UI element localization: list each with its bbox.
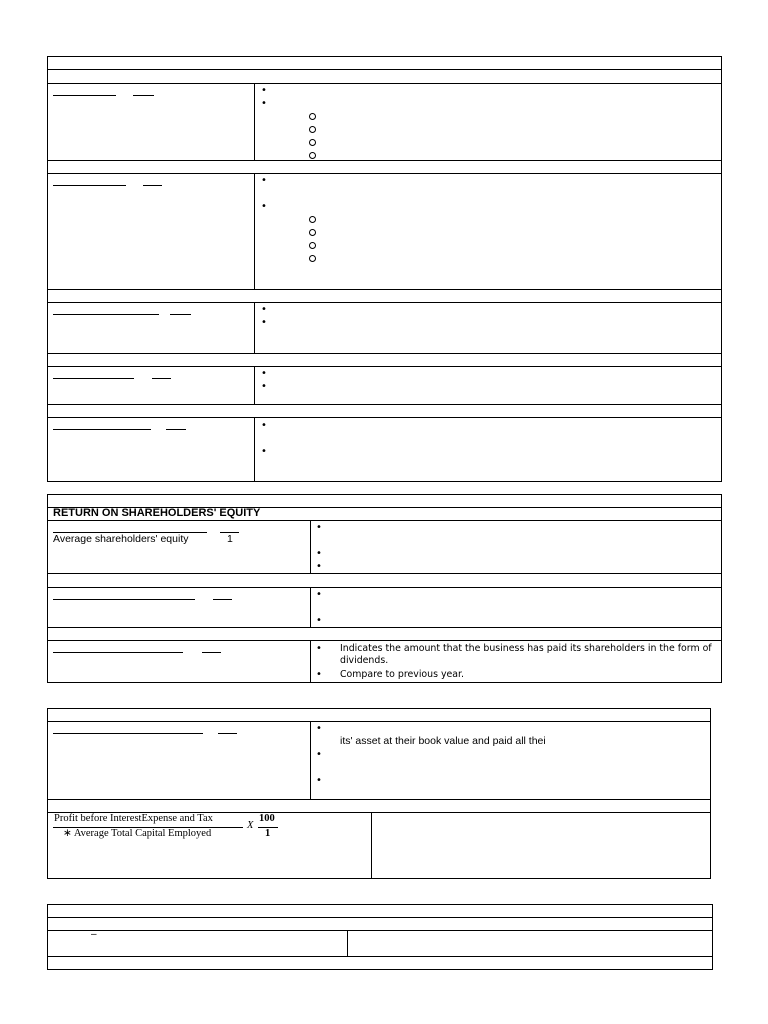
bullet-icon: • <box>261 98 267 109</box>
sub-bullet-icon <box>309 139 316 146</box>
bullet-icon: • <box>316 643 322 654</box>
section-title: RETURN ON SHAREHOLDERS' EQUITY <box>53 507 261 519</box>
formula-line <box>133 95 154 96</box>
bullet-icon: • <box>261 85 267 96</box>
row-divider <box>47 721 711 722</box>
sub-bullet-icon <box>309 126 316 133</box>
formula-line <box>53 378 134 379</box>
formula-line <box>202 652 221 653</box>
row-divider <box>47 83 722 84</box>
column-divider <box>347 930 348 956</box>
column-divider <box>310 721 311 799</box>
roce-times-symbol: X <box>247 820 254 831</box>
sub-bullet-icon <box>309 216 316 223</box>
ratio-table-4 <box>47 904 713 970</box>
sub-bullet-icon <box>309 229 316 236</box>
column-divider <box>254 302 255 353</box>
bullet-icon: • <box>316 615 322 626</box>
formula-line <box>53 314 159 315</box>
row-divider <box>47 404 722 405</box>
formula-line <box>152 378 171 379</box>
row-divider <box>47 160 722 161</box>
column-divider <box>310 520 311 573</box>
row-divider <box>47 956 713 957</box>
formula-line <box>166 429 186 430</box>
row-divider <box>47 520 722 521</box>
formula-line <box>170 314 191 315</box>
sub-bullet-icon <box>309 113 316 120</box>
row-divider <box>47 917 713 918</box>
dividend-bullet-text: Indicates the amount that the business has paid its shareholders in the form of <box>340 643 712 654</box>
bullet-icon: • <box>261 368 267 379</box>
column-divider <box>254 173 255 289</box>
bullet-icon: • <box>261 304 267 315</box>
row-divider <box>47 640 722 641</box>
dividend-bullet-text: dividends. <box>340 655 389 666</box>
bullet-icon: • <box>316 548 322 559</box>
roce-multiplier-numerator: 100 <box>259 813 275 824</box>
row-divider <box>47 573 722 574</box>
net-asset-fragment: its' asset at their book value and paid all thei <box>340 735 546 747</box>
formula-multiplier-denominator: 1 <box>227 533 233 545</box>
roce-numerator: Profit before InterestExpense and Tax <box>54 813 213 824</box>
sub-bullet-icon <box>309 242 316 249</box>
row-divider <box>47 69 722 70</box>
bullet-icon: • <box>261 446 267 457</box>
column-divider <box>310 587 311 627</box>
row-divider <box>47 930 713 931</box>
bullet-icon: • <box>316 775 322 786</box>
row-divider <box>47 627 722 628</box>
compare-bullet-text: Compare to previous year. <box>340 669 464 680</box>
column-divider <box>310 640 311 683</box>
column-divider <box>371 812 372 879</box>
row-divider <box>47 587 722 588</box>
bullet-icon: • <box>261 317 267 328</box>
bullet-icon: • <box>316 589 322 600</box>
ratio-table-1 <box>47 56 722 482</box>
formula-line <box>143 185 162 186</box>
roce-denominator: ∗ Average Total Capital Employed <box>63 828 212 839</box>
column-divider <box>254 417 255 482</box>
formula-line <box>53 185 126 186</box>
formula-line <box>53 733 203 734</box>
row-divider <box>47 289 722 290</box>
bullet-icon: • <box>261 201 267 212</box>
row-divider <box>47 799 711 800</box>
bullet-icon: • <box>316 669 322 680</box>
bullet-icon: • <box>316 561 322 572</box>
bullet-icon: • <box>261 420 267 431</box>
bullet-icon: • <box>316 723 322 734</box>
sub-bullet-icon <box>309 255 316 262</box>
column-divider <box>254 366 255 404</box>
row-divider <box>47 302 722 303</box>
bullet-icon: • <box>316 749 322 760</box>
bullet-icon: • <box>261 381 267 392</box>
sub-bullet-icon <box>309 152 316 159</box>
roce-multiplier-denominator: 1 <box>265 828 271 839</box>
row-divider <box>47 173 722 174</box>
formula-line <box>53 652 183 653</box>
column-divider <box>254 83 255 160</box>
formula-denominator: Average shareholders' equity <box>53 533 189 545</box>
row-divider <box>47 366 722 367</box>
bullet-icon: • <box>316 522 322 533</box>
bullet-icon: • <box>261 175 267 186</box>
formula-line <box>53 599 195 600</box>
formula-line <box>213 599 232 600</box>
formula-line <box>218 733 237 734</box>
dash-mark: – <box>91 929 97 940</box>
formula-line <box>53 429 151 430</box>
row-divider <box>47 353 722 354</box>
formula-line <box>53 95 116 96</box>
row-divider <box>47 417 722 418</box>
